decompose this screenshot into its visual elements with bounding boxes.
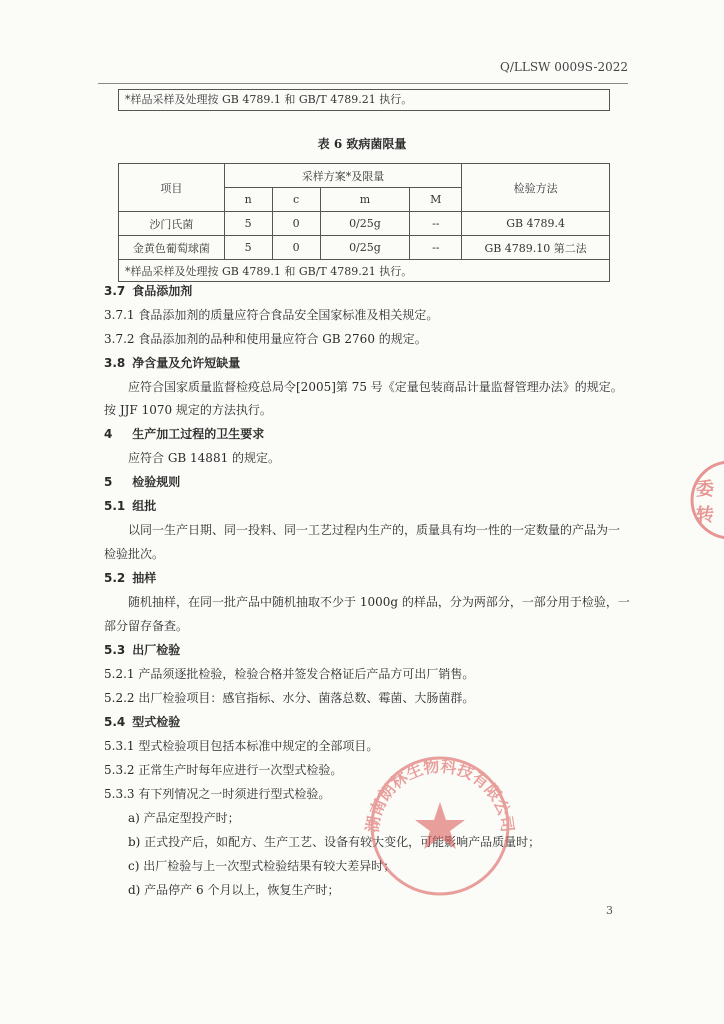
row-M: -- <box>410 212 462 236</box>
section-3-7: 3.7 食品添加剂 <box>104 284 193 298</box>
row-m: 0/25g <box>320 236 410 260</box>
row-n: 5 <box>224 236 272 260</box>
list-item: c) 出厂检验与上一次型式检验结果有较大差异时； <box>128 859 396 873</box>
table-note-row <box>119 260 610 282</box>
row-n: 5 <box>224 212 272 236</box>
header-plan: 采样方案*及限量 <box>224 164 462 188</box>
row-m: 0/25g <box>320 212 410 236</box>
header-n: n <box>224 188 272 212</box>
company-seal-icon <box>356 746 524 896</box>
document-code: Q/LLSW 0009S-2022 <box>500 60 628 74</box>
header-c: c <box>272 188 320 212</box>
list-item: d) 产品停产 6 个月以上，恢复生产时； <box>128 883 340 897</box>
list-item: b) 正式投产后，如配方、生产工艺、设备有较大变化，可能影响产品质量时； <box>128 835 541 849</box>
clause-3-7-1: 3.7.1 食品添加剂的质量应符合食品安全国家标准及相关规定。 <box>104 308 439 322</box>
table-header-row <box>119 164 610 188</box>
header-m: m <box>320 188 410 212</box>
clause-5-2-2: 5.2.2 出厂检验项目：感官指标、水分、菌落总数、霉菌、大肠菌群。 <box>104 691 475 705</box>
section-5: 5 检验规则 <box>104 475 181 489</box>
row-method: GB 4789.4 <box>462 212 610 236</box>
paragraph-3-8-line2: 按 JJF 1070 规定的方法执行。 <box>104 403 272 417</box>
svg-text:转: 转 <box>696 505 714 526</box>
section-5-1: 5.1 组批 <box>104 499 157 513</box>
clause-5-3-2: 5.3.2 正常生产时每年应进行一次型式检验。 <box>104 763 343 777</box>
previous-table-note: *样品采样及处理按 GB 4789.1 和 GB/T 4789.21 执行。 <box>118 89 610 111</box>
paragraph-5-1-line2: 检验批次。 <box>104 547 165 561</box>
paragraph-3-8-line1: 应符合国家质量监督检疫总局令[2005]第 75 号《定量包装商品计量监督管理办法》的规定。 <box>128 380 623 394</box>
pathogen-limit-table <box>118 163 610 282</box>
svg-text:湖南朗林生物科技有限公司: 湖南朗林生物科技有限公司 <box>362 756 518 834</box>
row-M: -- <box>410 236 462 260</box>
header-rule <box>98 83 628 84</box>
row-method: GB 4789.10 第二法 <box>462 236 610 260</box>
paragraph-5-2-line1: 随机抽样，在同一批产品中随机抽取不少于 1000g 的样品，分为两部分，一部分用于检验，一 <box>128 595 630 609</box>
clause-5-3-1: 5.3.1 型式检验项目包括本标准中规定的全部项目。 <box>104 739 379 753</box>
row-c: 0 <box>272 212 320 236</box>
clause-5-3-3: 5.3.3 有下列情况之一时须进行型式检验。 <box>104 787 331 801</box>
clause-3-7-2: 3.7.2 食品添加剂的品种和使用量应符合 GB 2760 的规定。 <box>104 332 427 346</box>
header-method: 检验方法 <box>462 164 610 212</box>
section-5-3: 5.3 出厂检验 <box>104 643 181 657</box>
table-row <box>119 236 610 260</box>
page-number: 3 <box>606 904 613 917</box>
section-5-4: 5.4 型式检验 <box>104 715 181 729</box>
paragraph-4: 应符合 GB 14881 的规定。 <box>128 451 281 465</box>
section-4: 4 生产加工过程的卫生要求 <box>104 427 265 441</box>
row-item: 沙门氏菌 <box>119 212 225 236</box>
section-5-2: 5.2 抽样 <box>104 571 157 585</box>
clause-5-2-1: 5.2.1 产品须逐批检验，检验合格并签发合格证后产品方可出厂销售。 <box>104 667 475 681</box>
table-title: 表 6 致病菌限量 <box>317 137 407 151</box>
table-row <box>119 212 610 236</box>
section-3-8: 3.8 净含量及允许短缺量 <box>104 356 241 370</box>
list-item: a) 产品定型投产时； <box>128 811 240 825</box>
paragraph-5-1-line1: 以同一生产日期、同一投料、同一工艺过程内生产的，质量具有均一性的一定数量的产品为一 <box>128 523 621 537</box>
table-note: *样品采样及处理按 GB 4789.1 和 GB/T 4789.21 执行。 <box>119 260 610 282</box>
side-stamp-icon <box>690 455 724 545</box>
header-M: M <box>410 188 462 212</box>
svg-text:委: 委 <box>696 479 714 500</box>
paragraph-5-2-line2: 部分留存备查。 <box>104 619 189 633</box>
header-item: 项目 <box>119 164 225 212</box>
row-c: 0 <box>272 236 320 260</box>
row-item: 金黄色葡萄球菌 <box>119 236 225 260</box>
